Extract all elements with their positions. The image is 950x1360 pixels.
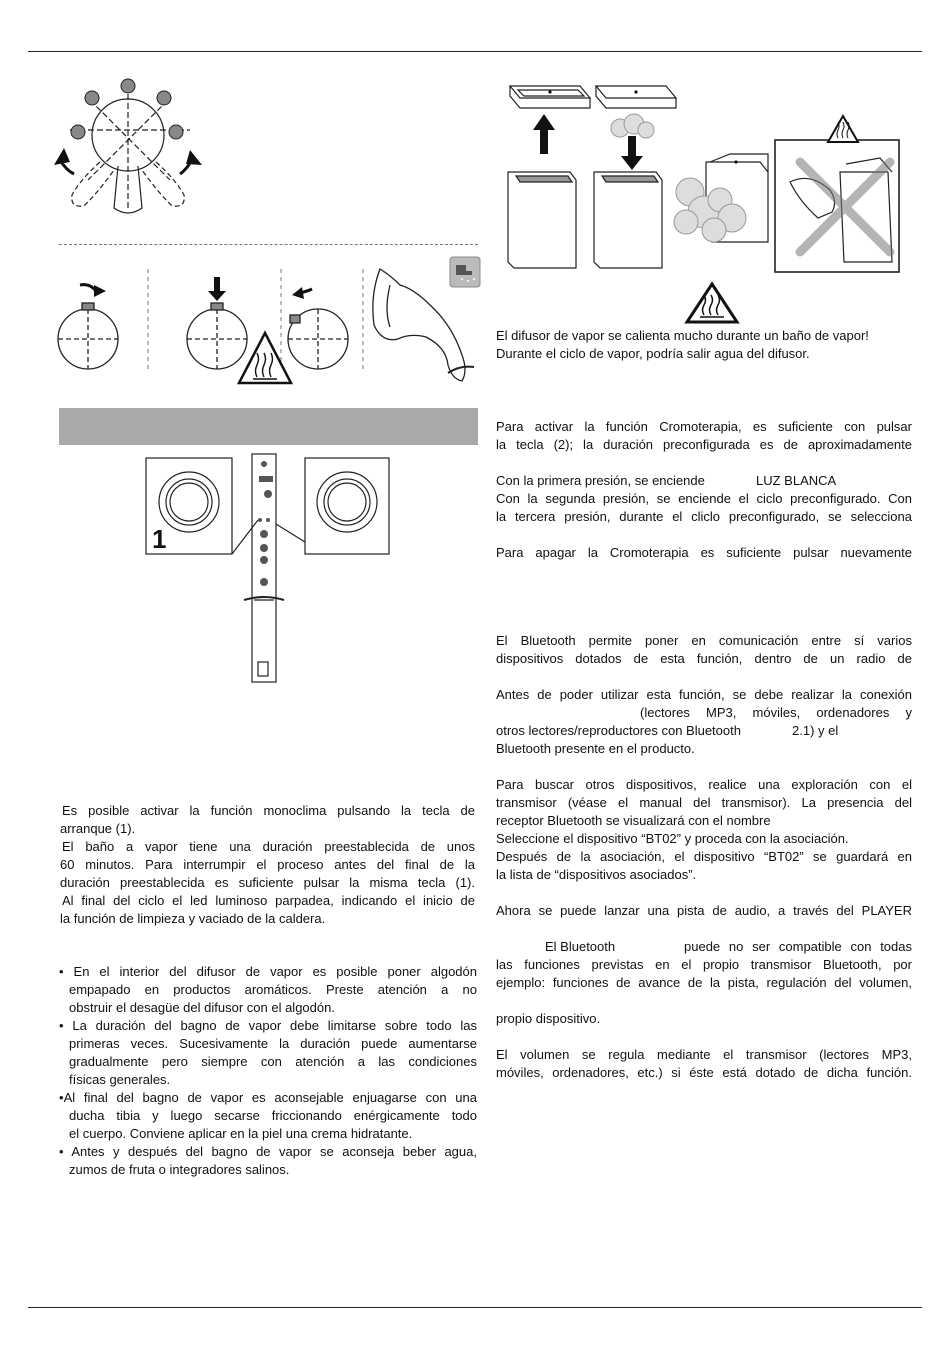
compat-line-3: ejemplo: funciones de avance de la pista, regulación del volumen, <box>496 975 912 990</box>
buscar-line-3: receptor Bluetooth se visualizará con el nombre <box>496 813 771 828</box>
buscar-line-5: Después de la asociación, el dispositivo “BT02” se guardará en <box>496 849 912 864</box>
list-item: • La duración del bagno de vapor debe limitarse sobre todo las primeras veces. Sucesivamente la duración puede aumentarse gradualmente pero siempre con atención a las condiciones físicas generales. <box>59 1018 477 1087</box>
consejo-2-line-2: primeras veces. Sucesivamente la duración puede aumentarse <box>69 1036 477 1051</box>
consejo-2-line-1: La duración del bagno de vapor debe limitarse sobre todo las <box>72 1018 477 1033</box>
conexion-line-3a: otros lectores/reproductores con Bluetooth <box>496 723 741 738</box>
consejo-2-line-3: gradualmente pero siempre con atención a las condiciones <box>69 1054 477 1069</box>
conexion-line-3b: 2.1) y el <box>792 723 839 738</box>
bluetooth-intro-line-2: dispositivos dotados de esta función, dentro de un radio de <box>496 651 912 666</box>
lever-rotation-figure <box>40 70 230 220</box>
list-item: •Al final del bagno de vapor es aconsejable enjuagarse con una ducha tibia y luego secarse friccionando enérgicamente todo el cuerpo. Conviene aplicar en la piel una crema hidratante. <box>59 1090 477 1141</box>
monoclima-line-1: Es posible activar la función monoclima pulsando la tecla de <box>62 803 475 818</box>
shower-icon <box>450 257 480 287</box>
cromoterapia-line-2: la tecla (2); la duración preconfigurada es de aproximadamente <box>496 437 912 452</box>
hot-diffuser-warning-icon <box>684 281 740 325</box>
cromoterapia-line-1: Para activar la función Cromoterapia, es suficiente con pulsar <box>496 419 912 434</box>
consejo-2-line-4: físicas generales. <box>69 1072 171 1087</box>
segunda-presion-text: Con la segunda presión, se enciende el ciclo preconfigurado. Con <box>496 491 912 506</box>
consejo-4-line-1: Antes y después del bagno de vapor se aconseja beber agua, <box>71 1144 477 1159</box>
section-header-bar <box>59 408 478 445</box>
conexion-line-1: Antes de poder utilizar esta función, se debe realizar la conexión <box>496 687 912 702</box>
compat-line-1a: El Bluetooth <box>545 939 616 954</box>
monoclima-line-4: 60 minutos. Para interrumpir el proceso antes del final de la <box>60 857 475 872</box>
consejo-1-line-3: obstruir el desagüe del difusor con el algodón. <box>69 1000 335 1015</box>
primera-presion-text: Con la primera presión, se enciende <box>496 473 705 488</box>
list-item: • Antes y después del bagno de vapor se aconseja beber agua, zumos de fruta o integradores salinos. <box>59 1144 477 1177</box>
apagar-cromoterapia-text: Para apagar la Cromoterapia es suficiente pulsar nuevamente <box>496 545 912 560</box>
list-item: • En el interior del difusor de vapor es posible poner algodón empapado en productos aromáticos. Preste atención a no obstruir el desagüe del difusor con el algodón. <box>59 964 477 1015</box>
warning-caption-line-1: El difusor de vapor se calienta mucho durante un baño de vapor! <box>496 328 869 343</box>
buscar-line-2: transmisor (véase el manual del transmisor). La presencia del <box>496 795 912 810</box>
shower-panel-figure <box>140 450 400 690</box>
compat-line-2: las funciones previstas en el propio transmisor Bluetooth, por <box>496 957 912 972</box>
consejo-3-line-2: ducha tibia y luego secarse friccionando enérgicamente todo <box>69 1108 477 1123</box>
consejos-list <box>59 963 477 1179</box>
conexion-line-2: (lectores MP3, móviles, ordenadores y <box>640 705 912 720</box>
knob-steps-figure <box>50 255 482 395</box>
consejo-1-line-1: En el interior del difusor de vapor es posible poner algodón <box>73 964 477 979</box>
header-rule <box>28 51 922 52</box>
consejo-1-line-2: empapado en productos aromáticos. Preste atención a no <box>69 982 477 997</box>
monoclima-line-6: Al final del ciclo el led luminoso parpadea, indicando el inicio de <box>62 893 475 908</box>
volumen-line-1: El volumen se regula mediante el transmisor (lectores MP3, <box>496 1047 912 1062</box>
buscar-line-1: Para buscar otros dispositivos, realice una exploración con el <box>496 777 912 792</box>
consejo-3-line-1: Al final del bagno de vapor es aconsejable enjuagarse con una <box>63 1090 477 1105</box>
warning-caption-line-2: Durante el ciclo de vapor, podría salir agua del difusor. <box>496 346 810 361</box>
volumen-line-2: móviles, ordenadores, etc.) si éste está dotado de dicha función. <box>496 1065 912 1080</box>
compat-line-4: propio dispositivo. <box>496 1011 601 1026</box>
bluetooth-intro-line-1: El Bluetooth permite poner en comunicación entre sí varios <box>496 633 912 648</box>
monoclima-line-2: arranque (1). <box>60 821 136 836</box>
box-warning-icon <box>828 116 858 142</box>
monoclima-line-5: duración preestablecida es suficiente pulsar la misma tecla (1). <box>60 875 475 890</box>
consejo-4-line-2: zumos de fruta o integradores salinos. <box>69 1162 290 1177</box>
panel-label: 1 <box>152 524 167 554</box>
figure-separator <box>59 244 478 245</box>
conexion-line-4: Bluetooth presente en el producto. <box>496 741 695 756</box>
player-text: Ahora se puede lanzar una pista de audio, a través del PLAYER <box>496 903 912 918</box>
monoclima-line-3: El baño a vapor tiene una duración preestablecida de unos <box>62 839 475 854</box>
footer-rule <box>28 1307 922 1308</box>
buscar-line-6: la lista de “dispositivos asociados”. <box>496 867 697 882</box>
tercera-presion-text: la tercera presión, durante el cliclo preconfigurado, se selecciona <box>496 509 912 524</box>
buscar-line-4: Seleccione el dispositivo “BT02” y proceda con la asociación. <box>496 831 849 846</box>
consejo-3-line-3: el cuerpo. Conviene aplicar en la piel una crema hidratante. <box>69 1126 413 1141</box>
luz-blanca-text: LUZ BLANCA <box>756 473 837 488</box>
monoclima-line-7: la función de limpieza y vaciado de la caldera. <box>60 911 326 926</box>
steam-diffuser-figure <box>500 72 910 282</box>
compat-line-1b: puede no ser compatible con todas <box>684 939 912 954</box>
